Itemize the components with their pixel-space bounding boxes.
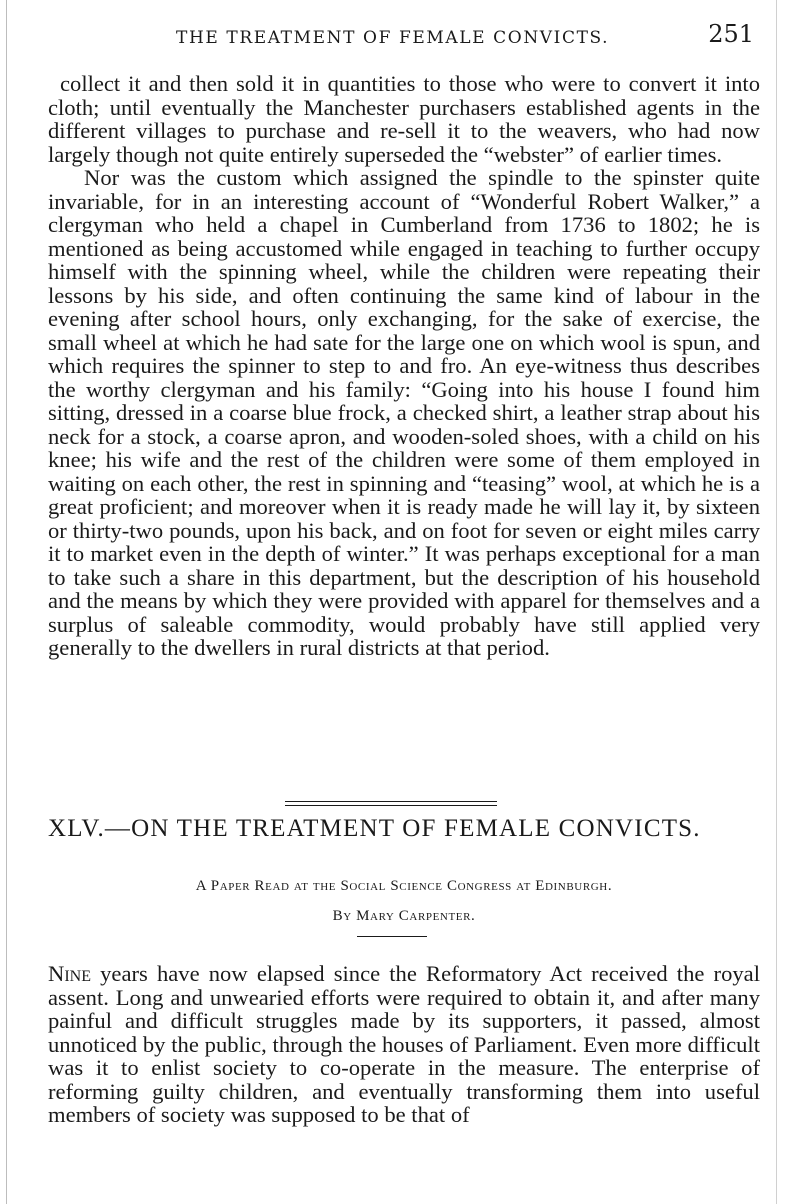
article-byline: By Mary Carpenter.: [332, 908, 476, 924]
section-divider-top: [285, 801, 497, 802]
running-header: [48, 20, 760, 50]
lead-word: Nine: [48, 961, 91, 986]
nor-paragraph-wrap: [48, 166, 760, 660]
running-title: THE TREATMENT OF FEMALE CONVICTS.: [176, 28, 610, 48]
article-body: [48, 962, 760, 1127]
continuation-paragraph: collect it and then sold it in quantities to those who were to convert it into cloth; until eventually the Manchester purchasers established agents in the different villages to purchase and re-sell it to the weavers, who had now largely though not quite entirely superseded the “webster” of earlier times.: [48, 71, 760, 167]
nor-paragraph: Nor was the custom which assigned the spindle to the spinster quite invariable, for in an interesting account of “Wonderful Robert Walker,” a clergyman who held a chapel in Cumberland from 1736 to 1802; he is mentioned as being accustomed while engaged in teaching to further occupy himself with the spinning wheel, while the children were repeating their lessons by his side, and often continuing the same kind of labour in the evening after school hours, only exchanging, for the sake of exercise, the small wheel at which he had sate for the large one on which wool is spun, and which requires the spinner to step to and fro. An eye-witness thus describes the worthy clergyman and his family: “Going into his house I found him sitting, dressed in a coarse blue frock, a checked shirt, a leather strap about his neck for a stock, a coarse apron, and wooden-soled shoes, with a child on his knee; his wife and the rest of the children were some of them employed in waiting on each other, the rest in spinning and “teasing” wool, at which he is a great proficient; and moreover when it is ready made he will lay it, by sixteen or thirty-two pounds, upon his back, and on foot for seven or eight miles carry it to market even in the depth of winter.” It was perhaps exceptional for a man to take such a share in this department, but the description of his household and the means by which they were provided with apparel for themselves and a surplus of saleable commodity, would probably have still applied very generally to the dwellers in rural districts at that period.: [48, 165, 760, 660]
page-edge-right: [776, 0, 777, 1204]
article-paragraph-text: years have now elapsed since the Reformatory Act received the royal assent. Long and unwearied efforts were required to obtain it, and after many painful and difficult struggles made by its supporters, it passed, almost unnoticed by the public, through the houses of Parliament. Even more difficult was it to enlist society to co-operate in the measure. The enterprise of reforming guilty children, and eventually transforming them into useful members of society was supposed to be that of: [48, 961, 760, 1127]
article-title: XLV.—ON THE TREATMENT OF FEMALE CONVICTS.: [48, 815, 701, 842]
article-paragraph: [48, 962, 760, 1127]
page-number: 251: [708, 20, 754, 48]
article-subtitle: A Paper Read at the Social Science Congress at Edinburgh.: [195, 878, 613, 894]
section-divider-bottom: [285, 805, 497, 806]
previous-article-body: [48, 72, 760, 660]
byline-rule: [357, 936, 427, 937]
page-edge-left: [6, 0, 7, 1204]
